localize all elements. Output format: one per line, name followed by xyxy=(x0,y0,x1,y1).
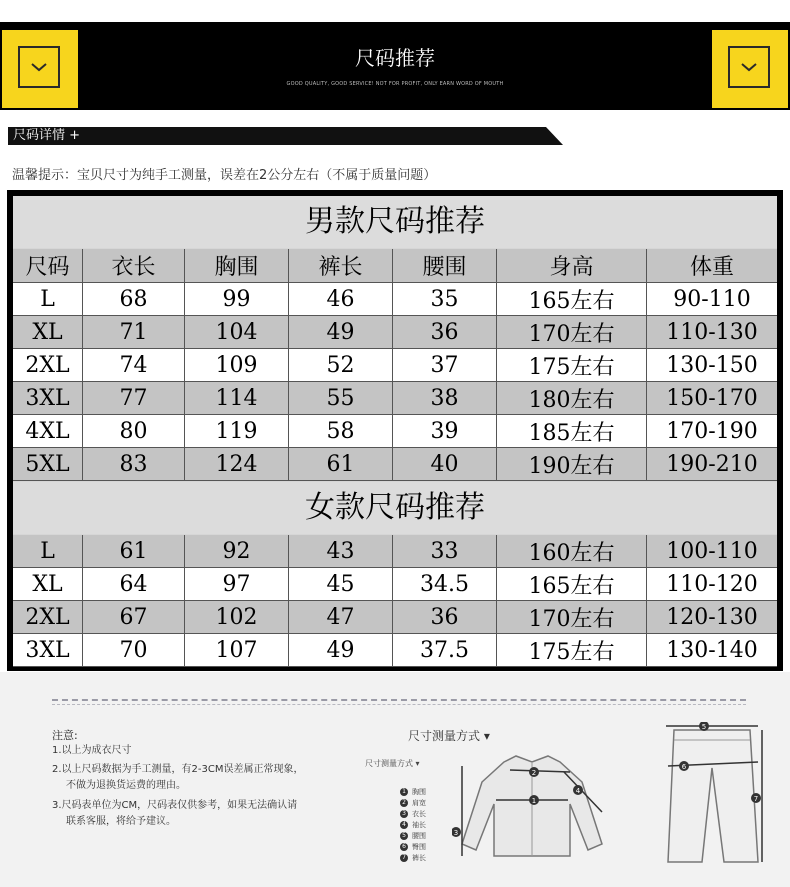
table-row xyxy=(13,568,777,600)
table-cell: 170左右 xyxy=(497,601,647,633)
table-cell: 130-140 xyxy=(666,637,758,663)
table-cell: 124 xyxy=(185,448,289,480)
legend-item xyxy=(400,841,426,852)
table-title: 女款尺码推荐 xyxy=(13,482,777,534)
table-cell: 74 xyxy=(83,349,185,381)
legend-label: 肩宽 xyxy=(412,798,426,807)
table-cell: 170-190 xyxy=(666,418,758,444)
legend-number: 1 xyxy=(400,788,408,796)
measure-subtitle: 尺寸测量方式 ▾ xyxy=(365,759,420,768)
legend-number: 3 xyxy=(400,810,408,818)
table-cell: 2XL xyxy=(13,601,83,633)
legend-item xyxy=(400,808,426,819)
note-item: 1.以上为成衣尺寸 xyxy=(52,745,132,756)
legend-label: 袖长 xyxy=(412,820,426,829)
table-cell: 150-170 xyxy=(666,385,758,411)
table-cell: 5XL xyxy=(13,448,83,480)
table-cell: 61 xyxy=(83,535,185,567)
note-item: 3.尺码表单位为CM，尺码表仅供参考，如果无法确认请 xyxy=(52,800,298,811)
table-header-row xyxy=(13,249,777,282)
table-cell: 102 xyxy=(185,601,289,633)
dashed-divider xyxy=(52,699,746,701)
legend-number: 5 xyxy=(400,832,408,840)
table-cell: 160左右 xyxy=(497,535,647,567)
table-cell: 77 xyxy=(83,382,185,414)
marker-label: 6 xyxy=(681,763,687,771)
section-header-bar xyxy=(8,127,563,145)
table-cell: 107 xyxy=(185,634,289,666)
table-cell: 3XL xyxy=(13,634,83,666)
table-cell: 80 xyxy=(83,415,185,447)
table-cell: 49 xyxy=(289,634,393,666)
table-cell: 39 xyxy=(393,415,497,447)
note-item: 联系客服，将给予建议。 xyxy=(66,816,176,827)
dashed-divider xyxy=(52,704,746,705)
marker-label: 2 xyxy=(531,769,537,777)
table-cell: 109 xyxy=(185,349,289,381)
legend-label: 腰围 xyxy=(412,831,426,840)
table-cell: 110-130 xyxy=(666,319,758,345)
table-cell: 61 xyxy=(289,448,393,480)
row-divider xyxy=(13,666,777,667)
column-header: 尺码 xyxy=(13,249,83,282)
marker-label: 3 xyxy=(453,829,459,837)
table-cell: 36 xyxy=(393,601,497,633)
table-cell: 3XL xyxy=(13,382,83,414)
column-header: 腰围 xyxy=(393,249,497,282)
measure-title: 尺寸测量方式 ▾ xyxy=(408,729,490,743)
row-divider xyxy=(13,480,777,481)
table-cell: 37 xyxy=(393,349,497,381)
table-row xyxy=(13,415,777,447)
page-subtitle: GOOD QUALITY, GOOD SERVICE! NOT FOR PROFIT, ONLY EARN WORD OF MOUTH xyxy=(286,81,504,87)
shirt-diagram xyxy=(452,752,612,864)
table-cell: 100-110 xyxy=(666,538,758,564)
table-cell: 40 xyxy=(393,448,497,480)
note-item: 2.以上尺码数据为手工测量，有2-3CM误差属正常现象， xyxy=(52,764,304,775)
legend-label: 裤长 xyxy=(412,853,426,862)
table-cell: 43 xyxy=(289,535,393,567)
table-cell: 190-210 xyxy=(666,451,758,477)
table-cell: 58 xyxy=(289,415,393,447)
table-title: 男款尺码推荐 xyxy=(13,196,777,248)
table-cell: 34.5 xyxy=(393,568,497,600)
table-row xyxy=(13,382,777,414)
measure-marker xyxy=(679,761,689,771)
table-cell: 46 xyxy=(289,283,393,315)
table-cell: 92 xyxy=(185,535,289,567)
table-cell: 47 xyxy=(289,601,393,633)
table-cell: 165左右 xyxy=(497,568,647,600)
table-cell: 120-130 xyxy=(666,604,758,630)
legend-number: 2 xyxy=(400,799,408,807)
table-cell: 52 xyxy=(289,349,393,381)
legend-item xyxy=(400,797,426,808)
table-cell: 71 xyxy=(83,316,185,348)
table-cell: 2XL xyxy=(13,349,83,381)
marker-label: 4 xyxy=(575,787,581,795)
table-cell: 33 xyxy=(393,535,497,567)
table-cell: 37.5 xyxy=(393,634,497,666)
legend-label: 衣长 xyxy=(412,809,426,818)
size-tip: 温馨提示：宝贝尺寸为纯手工测量，误差在2公分左右（不属于质量问题） xyxy=(12,168,437,183)
table-cell: 90-110 xyxy=(673,286,751,312)
column-header: 衣长 xyxy=(83,249,185,282)
table-cell: 45 xyxy=(289,568,393,600)
table-cell: 165左右 xyxy=(497,283,647,315)
column-header: 胸围 xyxy=(185,249,289,282)
marker-label: 1 xyxy=(531,797,537,805)
table-cell: L xyxy=(13,535,83,567)
table-cell: 97 xyxy=(185,568,289,600)
legend-label: 胸围 xyxy=(412,787,426,796)
legend-label: 臀围 xyxy=(412,842,426,851)
table-cell: 119 xyxy=(185,415,289,447)
table-cell: 180左右 xyxy=(497,382,647,414)
table-cell: 49 xyxy=(289,316,393,348)
table-cell: 68 xyxy=(83,283,185,315)
legend-item xyxy=(400,830,426,841)
table-cell: 175左右 xyxy=(497,634,647,666)
pants-diagram xyxy=(662,722,770,868)
table-cell: 185左右 xyxy=(497,415,647,447)
table-row xyxy=(13,349,777,381)
table-cell: XL xyxy=(13,568,83,600)
measure-marker xyxy=(452,827,461,837)
measure-marker xyxy=(529,767,539,777)
table-row xyxy=(13,316,777,348)
section-title: 尺码详情 + xyxy=(13,128,81,143)
table-cell: 114 xyxy=(185,382,289,414)
table-cell: 70 xyxy=(83,634,185,666)
measure-marker xyxy=(573,785,583,795)
table-row xyxy=(13,283,777,315)
column-header: 身高 xyxy=(497,249,647,282)
table-cell: 130-150 xyxy=(666,352,758,378)
column-header: 裤长 xyxy=(289,249,393,282)
legend-number: 6 xyxy=(400,843,408,851)
legend-item xyxy=(400,819,426,830)
legend-item xyxy=(400,786,426,797)
table-cell: 35 xyxy=(393,283,497,315)
table-cell: 104 xyxy=(185,316,289,348)
table-row xyxy=(13,634,777,666)
note-item: 不做为退换货运费的理由。 xyxy=(66,780,186,791)
measure-marker xyxy=(751,793,761,803)
table-row xyxy=(13,448,777,480)
table-cell: 67 xyxy=(83,601,185,633)
table-cell: 4XL xyxy=(13,415,83,447)
table-cell: 55 xyxy=(289,382,393,414)
measure-legend xyxy=(400,786,426,863)
table-cell: 36 xyxy=(393,316,497,348)
table-cell: 38 xyxy=(393,382,497,414)
legend-number: 7 xyxy=(400,854,408,862)
table-cell: 110-120 xyxy=(666,571,758,597)
table-cell: 190左右 xyxy=(497,448,647,480)
table-cell: 170左右 xyxy=(497,316,647,348)
table-cell: L xyxy=(13,283,83,315)
marker-label: 7 xyxy=(753,795,759,803)
column-header: 体重 xyxy=(689,255,734,280)
marker-label: 5 xyxy=(701,723,707,731)
table-cell: 175左右 xyxy=(497,349,647,381)
table-cell: 64 xyxy=(83,568,185,600)
table-row xyxy=(13,535,777,567)
table-cell: XL xyxy=(13,316,83,348)
table-row xyxy=(13,601,777,633)
measure-marker xyxy=(529,795,539,805)
table-cell: 83 xyxy=(83,448,185,480)
notes-title: 注意: xyxy=(52,729,78,742)
legend-number: 4 xyxy=(400,821,408,829)
table-cell: 99 xyxy=(185,283,289,315)
page-title: 尺码推荐 xyxy=(355,46,435,70)
legend-item xyxy=(400,852,426,863)
